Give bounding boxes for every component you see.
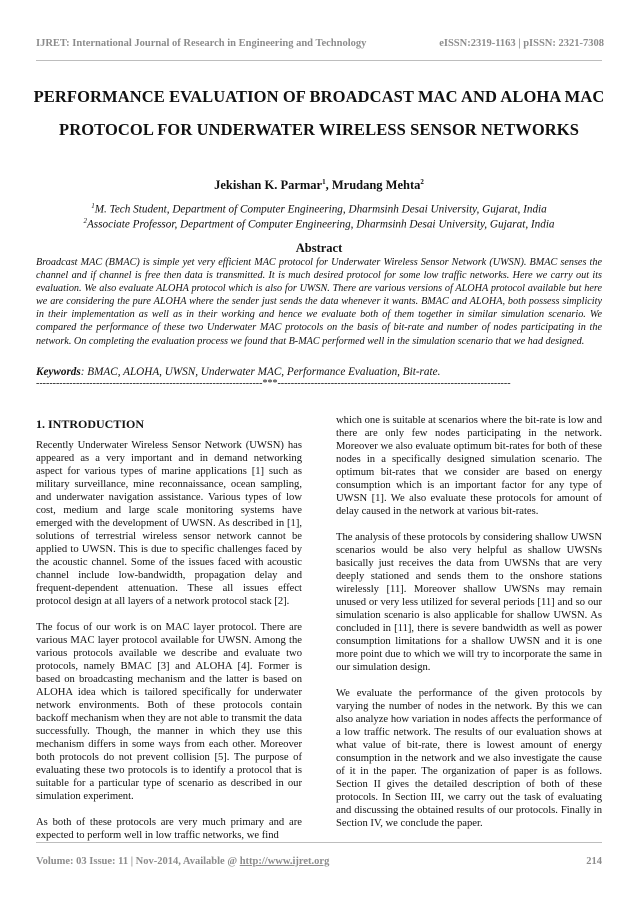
left-column [36, 418, 302, 855]
affiliation-1 [0, 202, 638, 216]
right-paragraph-1: which one is suitable at scenarios where the bit-rate is low and there are only few nodes participating in the network. Moreover we also evaluate optimum bit-rates for both of these nodes in a specifically designed simulation scenario. The optimum bit-rates that we consider are based on energy consumption which is an important factor for any type of UWSN [1]. We also evaluate these protocols for amount of delay caused in the network at various bit-rates. [336, 415, 602, 517]
right-column [336, 414, 602, 843]
author-line [0, 178, 638, 193]
affiliation-2-sup: 2 [83, 217, 87, 225]
author-2-name: Mrudang Mehta [331, 178, 421, 193]
left-paragraph-1: Recently Underwater Wireless Sensor Network (UWSN) has appeared as a very important and in demand networking aspect for various types of marine applications [1] such as military surveillance, mine reconnaissance, ocean sampling, and underwater navigation assistance. Various types of low cost, medium and large scale monitoring systems have emerged with the development of UWSN. As described in [1], solutions of terrestrial wireless sensor network cannot be applied to UWSN. This is due to specific challenges faced by the acoustic channel. Some of the issues faced with acoustic channel include low-bandwidth, propagation delay and frequent-dependent attenuation. These all issues effect protocol design at all layers of a network protocol stack [2]. [36, 440, 302, 607]
journal-header: IJRET: International Journal of Research in Engineering and Technology [36, 38, 367, 49]
issn-header: eISSN:2319-1163 | pISSN: 2321-7308 [439, 38, 604, 49]
paper-title: PERFORMANCE EVALUATION OF BROADCAST MAC AND ALOHA MAC PROTOCOL FOR UNDERWATER WIRELESS SENSOR NETWORKS [33, 87, 605, 139]
affiliation-2 [0, 217, 638, 231]
right-paragraph-2: The analysis of these protocols by considering shallow UWSN scenarios would be also very helpful as shallow UWSNs basically just receives the data from UWSNs that are very deeply stationed and sends them to the onshore stations wirelessly [11]. Moreover shallow UWSNs may remain unused or very less utilized for several periods [11] and so our simulation scenario is also applicable for shallow UWSN. As concluded in [11], there is severe bandwidth as well as power consumption limitations for a shallow UWSN and it is one more point due to which we will try to incorporate the same in our simulation design. [336, 532, 602, 673]
keywords-text: : BMAC, ALOHA, UWSN, Underwater MAC, Performance Evaluation, Bit-rate. [80, 366, 441, 378]
right-paragraph-3: We evaluate the performance of the given protocols by varying the number of nodes in the network. By this we can also analyze how variation in nodes affects the performance of a low traffic network. The results of our evaluation shows at what value of bit-rate, there is lowest amount of energy consumption in the network and we also investigate the cause of it in the paper. The organization of paper is as follows. Section II gives the detailed description of both of these protocols. In Section III, we carry out the task of evaluating and discussing the obtained results of our protocols. Finally in Section IV, we conclude the paper. [336, 688, 602, 829]
abstract-heading: Abstract [295, 241, 343, 255]
header-rule [36, 60, 602, 61]
author-2-sup: 2 [420, 178, 424, 186]
keywords-label: Keywords [36, 366, 81, 378]
section-separator: --------------------------------------------------------------------***---------------------------------------------------------------------- [36, 378, 511, 389]
left-paragraph-2: The focus of our work is on MAC layer protocol. There are various MAC layer protocol available for UWSN. Among the various protocols available we describe and evaluate two protocols, namely BMAC [3] and ALOHA [4]. Former is based on broadcasting mechanism and the latter is based on ALOHA idea which is tailored specifically for underwater network environments. Both of these protocols contain backoff mechanism when they are not able to transmit the data successfully. Though, the manner in which they use this mechanism differs in some ways from each other. Moreover both protocols do not prevent collision [5]. The purpose of evaluating these two protocols is to identify a protocol that is suitable for a particular type of scenario as described in our simulation experiment. [36, 622, 302, 802]
author-separator: , [325, 178, 332, 193]
footer-rule [36, 842, 602, 843]
author-1-name: Jekishan K. Parmar [214, 178, 323, 193]
affiliation-1-sup: 1 [91, 202, 95, 210]
section-heading-introduction: 1. INTRODUCTION [36, 417, 145, 431]
author-1-sup: 1 [322, 178, 326, 186]
affiliation-2-text: Associate Professor, Department of Computer Engineering, Dharmsinh Desai University, Gujarat, India [86, 218, 555, 231]
footer-volume-info [36, 856, 329, 867]
abstract-text: Broadcast MAC (BMAC) is simple yet very efficient MAC protocol for Underwater Wireless Sensor Network (UWSN). BMAC senses the channel and if channel is free then data is transmitted. It is much desired protocol for some low traffic networks. Here we carry out its evaluation. We also evaluate ALOHA protocol which is also for UWSN. There are various versions of ALOHA protocol available but here we are considering the pure ALOHA where the sender just sends the data whenever it wants. BMAC and ALOHA, both possess simplicity in their implementation as well as in their working and hence we evaluate both of them together in similar simulation scenario. We compared the performance of these two Underwater MAC protocols on the basis of bit-rate and number of nodes participating in the network. On completing the evaluation process we found that B-MAC performed well in the simulation scenario that we had designed. [36, 257, 602, 347]
affiliation-1-text: M. Tech Student, Department of Computer Engineering, Dharmsinh Desai University, Gujarat, India [94, 203, 547, 216]
footer-volume-text: Volume: 03 Issue: 11 | Nov-2014, Available @ [36, 856, 240, 867]
journal-website-link[interactable]: http://www.ijret.org [239, 856, 330, 867]
page-number: 214 [586, 856, 602, 867]
left-paragraph-3: As both of these protocols are very much primary and are expected to perform well in low traffic networks, we find [36, 817, 302, 841]
keywords [36, 366, 602, 378]
